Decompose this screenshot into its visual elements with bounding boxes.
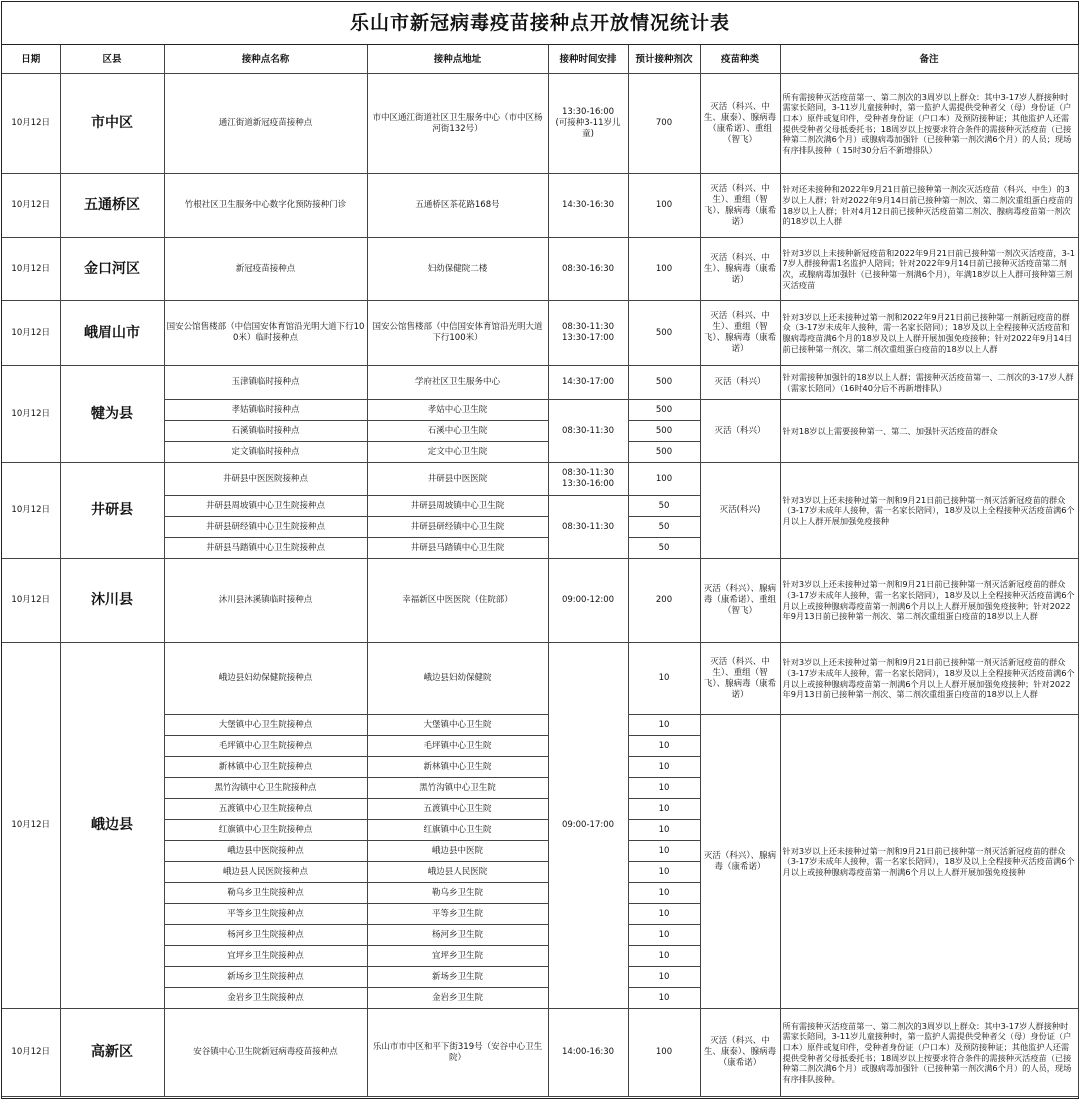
doses-cell: 10 — [628, 715, 700, 736]
doses-cell: 50 — [628, 538, 700, 559]
vaccine-cell: 灭活（科兴、中生）、腺病毒（康希诺） — [700, 238, 780, 301]
vaccine-cell: 灭活（科兴、中生、康泰）、腺病毒（康希诺）、重组（智飞） — [700, 74, 780, 174]
note-cell: 针对3岁以上还未接种过第一剂和9月21日前已接种第一剂灭活新冠疫苗的群众（3-17岁未成年人接种，需一名家长陪同），18岁及以上全程接种灭活疫苗满6个月以上或接种腺病毒疫苗第一剂满6个月以上人群开展加强免疫接种 — [780, 715, 1078, 1009]
table-row — [2, 301, 1078, 366]
doses-cell: 10 — [628, 643, 700, 715]
col-header-site-address: 接种点地址 — [367, 45, 548, 74]
table-row — [2, 174, 1078, 238]
site-address-cell: 幸福新区中医医院（住院部） — [367, 559, 548, 643]
doses-cell: 10 — [628, 988, 700, 1009]
site-address-cell: 井研县中医医院 — [367, 463, 548, 496]
site-name-cell: 勒乌乡卫生院接种点 — [164, 883, 367, 904]
site-name-cell: 新林镇中心卫生院接种点 — [164, 757, 367, 778]
date-cell: 10月12日 — [2, 238, 60, 301]
col-header-vaccine: 疫苗种类 — [700, 45, 780, 74]
site-address-cell: 学府社区卫生服务中心 — [367, 366, 548, 400]
county-cell: 五通桥区 — [60, 174, 164, 238]
doses-cell: 10 — [628, 736, 700, 757]
col-header-time: 接种时间安排 — [548, 45, 628, 74]
doses-cell: 100 — [628, 174, 700, 238]
site-name-cell: 新场乡卫生院接种点 — [164, 967, 367, 988]
note-cell: 所有需接种灭活疫苗第一、第二剂次的3周岁以上群众：其中3-17岁人群接种时需家长陪同，3-11岁儿童接种时，第一监护人需提供受种者父（母）身份证（户口本）原件或复印件，受种者身份证（户口本）及预防接种证；其他监护人还需提供受种者父母抵委托书；18周岁以上按要求符合条件的需接种灭活疫苗（已接种第二剂次满6个月）或腺病毒加强针（已接种第一剂次满6个月）的人员；现场有序排队接种（ 15时30分后不新增排队） — [780, 74, 1078, 174]
doses-cell: 10 — [628, 799, 700, 820]
table-row — [2, 559, 1078, 643]
doses-cell: 100 — [628, 1009, 700, 1097]
date-cell: 10月12日 — [2, 74, 60, 174]
table-row — [2, 463, 1078, 496]
vaccine-cell: 灭活（科兴） — [700, 400, 780, 463]
site-address-cell: 峨边县人民医院 — [367, 862, 548, 883]
site-address-cell: 新林镇中心卫生院 — [367, 757, 548, 778]
doses-cell: 700 — [628, 74, 700, 174]
note-cell: 针对3岁以上还未接种过第一剂和9月21日前已接种第一剂灭活新冠疫苗的群众（3-17岁未成年人接种，需一名家长陪同），18岁及以上全程接种灭活疫苗满6个月以上或接种腺病毒疫苗第一剂满6个月以上人群开展加强免疫接种；针对2022年9月13日前已接种第一剂次、第二剂次重组蛋白疫苗的18岁以上人群 — [780, 643, 1078, 715]
vaccine-cell: 灭活（科兴）、腺病毒（康希诺） — [700, 715, 780, 1009]
site-address-cell: 定文中心卫生院 — [367, 442, 548, 463]
site-name-cell: 峨边县妇幼保健院接种点 — [164, 643, 367, 715]
col-header-doses: 预计接种剂次 — [628, 45, 700, 74]
date-cell: 10月12日 — [2, 643, 60, 1009]
table-row — [2, 366, 1078, 400]
site-address-cell: 乐山市市中区和平下街319号（安谷中心卫生院） — [367, 1009, 548, 1097]
note-cell: 针对3岁以上还未接种过第一剂和9月21日前已接种第一剂灭活新冠疫苗的群众（3-17岁未成年人接种，需一名家长陪同），18岁及以上全程接种灭活疫苗满6个月以上人群开展加强免疫接种 — [780, 463, 1078, 559]
table-row — [2, 238, 1078, 301]
site-name-cell: 国安公馆售楼部（中信国安体育馆沿光明大道下行100米）临时接种点 — [164, 301, 367, 366]
table-row — [2, 715, 1078, 736]
vaccine-cell: 灭活（科兴）、腺病毒（康希诺）、重组（智飞） — [700, 559, 780, 643]
site-address-cell: 井研县周坡镇中心卫生院 — [367, 496, 548, 517]
site-address-cell: 五渡镇中心卫生院 — [367, 799, 548, 820]
site-address-cell: 峨边县妇幼保健院 — [367, 643, 548, 715]
county-cell: 高新区 — [60, 1009, 164, 1097]
site-name-cell: 玉津镇临时接种点 — [164, 366, 367, 400]
doses-cell: 50 — [628, 517, 700, 538]
site-address-cell: 井研县马踏镇中心卫生院 — [367, 538, 548, 559]
time-cell: 14:00-16:30 — [548, 1009, 628, 1097]
site-address-cell: 杨河乡卫生院 — [367, 925, 548, 946]
site-address-cell: 平等乡卫生院 — [367, 904, 548, 925]
col-header-date: 日期 — [2, 45, 60, 74]
doses-cell: 100 — [628, 463, 700, 496]
date-cell: 10月12日 — [2, 1009, 60, 1097]
site-address-cell: 市中区通江街道社区卫生服务中心（市中区杨河街132号） — [367, 74, 548, 174]
county-cell: 峨眉山市 — [60, 301, 164, 366]
table-row — [2, 400, 1078, 421]
site-address-cell: 孝姑中心卫生院 — [367, 400, 548, 421]
doses-cell: 500 — [628, 366, 700, 400]
site-name-cell: 石溪镇临时接种点 — [164, 421, 367, 442]
note-cell: 针对3岁以上还未接种过第一剂和2022年9月21日前已接种第一剂新冠疫苗的群众（3-17岁未成年人接种，需一名家长陪同）；18岁及以上全程接种灭活疫苗和腺病毒疫苗满6个月的18岁及以上人群开展加强免疫接种；针对2022年9月14日前已接种第一剂次、第二剂次重组蛋白疫苗的18岁以上人群 — [780, 301, 1078, 366]
doses-cell: 10 — [628, 883, 700, 904]
site-name-cell: 井研县周坡镇中心卫生院接种点 — [164, 496, 367, 517]
county-cell: 井研县 — [60, 463, 164, 559]
site-name-cell: 五渡镇中心卫生院接种点 — [164, 799, 367, 820]
doses-cell: 10 — [628, 904, 700, 925]
note-cell: 针对需接种加强针的18岁以上人群；需接种灭活疫苗第一、二剂次的3-17岁人群（需家长陪同）（16时40分后不再新增排队） — [780, 366, 1078, 400]
vaccine-cell: 灭活（科兴、中生）、重组（智飞）、腺病毒（康希诺） — [700, 301, 780, 366]
site-name-cell: 井研县中医医院接种点 — [164, 463, 367, 496]
doses-cell: 10 — [628, 967, 700, 988]
time-cell: 09:00-17:00 — [548, 643, 628, 1009]
site-name-cell: 毛坪镇中心卫生院接种点 — [164, 736, 367, 757]
site-name-cell: 沐川县沐溪镇临时接种点 — [164, 559, 367, 643]
site-name-cell: 金岩乡卫生院接种点 — [164, 988, 367, 1009]
site-address-cell: 妇幼保健院二楼 — [367, 238, 548, 301]
site-address-cell: 井研县研经镇中心卫生院 — [367, 517, 548, 538]
site-name-cell: 黑竹沟镇中心卫生院接种点 — [164, 778, 367, 799]
note-cell: 所有需接种灭活疫苗第一、第二剂次的3周岁以上群众：其中3-17岁人群接种时需家长陪同，3-11岁儿童接种时，第一监护人需提供受种者父（母）身份证（户口本）原件或复印件，受种者身份证（户口本）及预防接种证；其他监护人还需提供受种者父母抵委托书；18周岁以上按要求符合条件的需接种灭活疫苗（已接种第二剂次满6个月）或腺病毒加强针（已接种第一剂次满6个月）的人员，现场有序排队接种。 — [780, 1009, 1078, 1097]
site-name-cell: 安谷镇中心卫生院新冠病毒疫苗接种点 — [164, 1009, 367, 1097]
date-cell: 10月12日 — [2, 559, 60, 643]
site-address-cell: 峨边县中医院 — [367, 841, 548, 862]
time-cell: 13:30-16:00 (可接种3-11岁儿童) — [548, 74, 628, 174]
doses-cell: 100 — [628, 238, 700, 301]
vaccine-cell: 灭活（科兴、中生）、重组（智飞）、腺病毒（康希诺） — [700, 643, 780, 715]
county-cell: 峨边县 — [60, 643, 164, 1009]
site-name-cell: 峨边县中医院接种点 — [164, 841, 367, 862]
note-cell: 针对3岁以上未接种新冠疫苗和2022年9月21日前已接种第一剂次灭活疫苗，3-17岁人群接种需1名监护人陪同；针对2022年9月14日前已接种灭活疫苗第二剂次，或腺病毒加强针（已接种第一剂满6个月），年满18岁以上人群可接种第三剂灭活疫苗 — [780, 238, 1078, 301]
doses-cell: 10 — [628, 925, 700, 946]
note-cell: 针对18岁以上需要接种第一、第二、加强针灭活疫苗的群众 — [780, 400, 1078, 463]
table-row — [2, 1009, 1078, 1097]
vaccine-cell: 灭活（科兴） — [700, 366, 780, 400]
county-cell: 沐川县 — [60, 559, 164, 643]
site-address-cell: 金岩乡卫生院 — [367, 988, 548, 1009]
site-name-cell: 定文镇临时接种点 — [164, 442, 367, 463]
site-address-cell: 宜坪乡卫生院 — [367, 946, 548, 967]
time-cell: 14:30-16:30 — [548, 174, 628, 238]
site-address-cell: 石溪中心卫生院 — [367, 421, 548, 442]
site-address-cell: 勒乌乡卫生院 — [367, 883, 548, 904]
site-name-cell: 大堡镇中心卫生院接种点 — [164, 715, 367, 736]
doses-cell: 200 — [628, 559, 700, 643]
date-cell: 10月12日 — [2, 463, 60, 559]
time-cell: 08:30-11:30 — [548, 496, 628, 559]
time-cell: 08:30-11:30 — [548, 400, 628, 463]
doses-cell: 10 — [628, 778, 700, 799]
time-cell: 08:30-16:30 — [548, 238, 628, 301]
vaccine-cell: 灭活（科兴、中生、康泰）、腺病毒（康希诺） — [700, 1009, 780, 1097]
date-cell: 10月12日 — [2, 366, 60, 463]
table-row — [2, 643, 1078, 715]
header-row — [2, 45, 1078, 74]
vaccination-sheet — [1, 1, 1079, 1099]
sheet-title: 乐山市新冠病毒疫苗接种点开放情况统计表 — [2, 2, 1078, 45]
site-name-cell: 宜坪乡卫生院接种点 — [164, 946, 367, 967]
doses-cell: 10 — [628, 862, 700, 883]
county-cell: 市中区 — [60, 74, 164, 174]
doses-cell: 500 — [628, 421, 700, 442]
site-name-cell: 通江街道新冠疫苗接种点 — [164, 74, 367, 174]
site-address-cell: 黑竹沟镇中心卫生院 — [367, 778, 548, 799]
site-address-cell: 大堡镇中心卫生院 — [367, 715, 548, 736]
doses-cell: 500 — [628, 400, 700, 421]
site-name-cell: 红旗镇中心卫生院接种点 — [164, 820, 367, 841]
doses-cell: 10 — [628, 841, 700, 862]
site-name-cell: 平等乡卫生院接种点 — [164, 904, 367, 925]
note-cell: 针对3岁以上还未接种过第一剂和9月21日前已接种第一剂灭活新冠疫苗的群众（3-17岁未成年人接种，需一名家长陪同），18岁及以上全程接种灭活疫苗满6个月以上或接种腺病毒疫苗第一剂满6个月以上人群开展加强免疫接种；针对2022年9月13日前已接种第一剂次、第二剂次重组蛋白疫苗的18岁以上人群 — [780, 559, 1078, 643]
site-name-cell: 竹根社区卫生服务中心数字化预防接种门诊 — [164, 174, 367, 238]
site-name-cell: 井研县研经镇中心卫生院接种点 — [164, 517, 367, 538]
date-cell: 10月12日 — [2, 174, 60, 238]
site-name-cell: 峨边县人民医院接种点 — [164, 862, 367, 883]
county-cell: 犍为县 — [60, 366, 164, 463]
time-cell: 08:30-11:30 13:30-17:00 — [548, 301, 628, 366]
doses-cell: 50 — [628, 496, 700, 517]
county-cell: 金口河区 — [60, 238, 164, 301]
time-cell: 09:00-12:00 — [548, 559, 628, 643]
date-cell: 10月12日 — [2, 301, 60, 366]
site-name-cell: 新冠疫苗接种点 — [164, 238, 367, 301]
site-name-cell: 杨河乡卫生院接种点 — [164, 925, 367, 946]
site-name-cell: 井研县马踏镇中心卫生院接种点 — [164, 538, 367, 559]
col-header-site-name: 接种点名称 — [164, 45, 367, 74]
time-cell: 08:30-11:30 13:30-16:00 — [548, 463, 628, 496]
doses-cell: 10 — [628, 946, 700, 967]
time-cell: 14:30-17:00 — [548, 366, 628, 400]
site-address-cell: 新场乡卫生院 — [367, 967, 548, 988]
site-address-cell: 红旗镇中心卫生院 — [367, 820, 548, 841]
vaccine-cell: 灭活（科兴、中生）、重组（智飞）、腺病毒（康希诺） — [700, 174, 780, 238]
vaccine-cell: 灭活(科兴) — [700, 463, 780, 559]
site-address-cell: 毛坪镇中心卫生院 — [367, 736, 548, 757]
site-name-cell: 孝姑镇临时接种点 — [164, 400, 367, 421]
site-address-cell: 五通桥区茶花路168号 — [367, 174, 548, 238]
col-header-county: 区县 — [60, 45, 164, 74]
col-header-note: 备注 — [780, 45, 1078, 74]
doses-cell: 500 — [628, 442, 700, 463]
vaccination-table — [2, 45, 1079, 1097]
doses-cell: 500 — [628, 301, 700, 366]
note-cell: 针对还未接种和2022年9月21日前已接种第一剂次灭活疫苗（科兴、中生）的3岁以上人群；针对2022年9月14日前已接种第一剂次、第二剂次重组蛋白疫苗的18岁以上人群；针对4月12日前已接种灭活疫苗第二剂次、腺病毒疫苗第一剂次的18岁以上人群 — [780, 174, 1078, 238]
site-address-cell: 国安公馆售楼部（中信国安体育馆沿光明大道下行100米） — [367, 301, 548, 366]
table-row — [2, 74, 1078, 174]
doses-cell: 10 — [628, 757, 700, 778]
doses-cell: 10 — [628, 820, 700, 841]
